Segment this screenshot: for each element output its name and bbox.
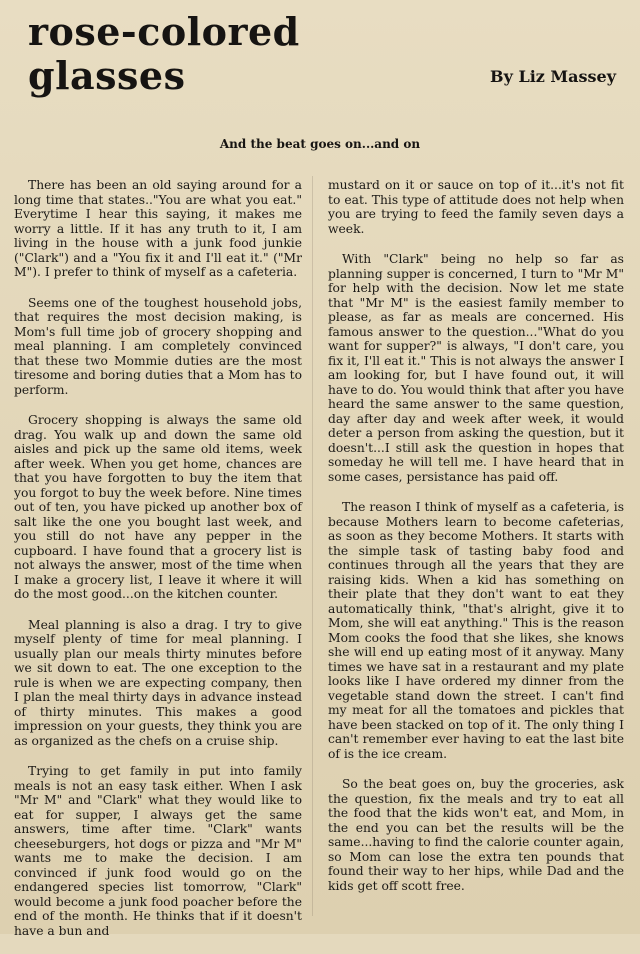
paragraph: So the beat goes on, buy the groceries, ask the question, fix the meals and try to eat all the food that the kids won't eat, and Mom, in the end you can bet the results will be the same...having to find the calorie counter again, so Mom can lose the extra ten pounds that found their way to her hips, while Dad and the kids get off scott free. xyxy=(328,777,624,893)
paragraph: Seems one of the toughest household jobs, that requires the most decision making, is Mom's full time job of grocery shopping and meal planning. I am completely convinced that these two Mommie duties are the most tiresome and boring duties that a Mom has to perform. xyxy=(14,295,302,397)
byline: By Liz Massey xyxy=(490,67,616,86)
paragraph: The reason I think of myself as a cafeteria, is because Mothers learn to become cafeterias, as soon as they become Mothers. It starts with the simple task of tasting baby food and continues through all the years that they are raising kids. When a kid has something on their plate that they don't want to eat they automatically think, "that's alright, give it to Mom, she will eat anything." This is the reason Mom cooks the food that she likes, she knows she will end up eating most of it anyway. Many times we have sat in a restaurant and my plate looks like I have ordered my dinner from the vegetable stand down the street. I can't find my meat for all the tomatoes and pickles that have been stacked on top of it. The only thing I can't remember ever having to eat the last bite of is the ice cream. xyxy=(328,500,624,761)
paragraph: Trying to get family in put into family meals is not an easy task either. When I ask "Mr M" and "Clark" what they would like to eat for supper, I always get the same answers, time after time. "Clark" wants cheeseburgers, hot dogs or pizza and "Mr M" wants me to make the decision. I am convinced if junk food would go on the endangered species list tomorrow, "Clark" would become a junk food poacher before the end of the month. He thinks that if it doesn't have a bun and xyxy=(14,764,302,938)
paragraph: With "Clark" being no help so far as planning supper is concerned, I turn to "Mr M" for help with the decision. Now let me state that "Mr M" is the easiest family member to please, as far as meals are concerned. His famous answer to the question..."What do you want for supper?" is always, "I don't care, you fix it, I'll eat it." This is not always the answer I am looking for, but I have found out, it will have to do. You would think that after you have heard the same answer to the same question, day after day and week after week, it would deter a person from asking the question, but it doesn't...I still ask the question in hopes that someday he will tell me. I have heard that in some cases, persistance has paid off. xyxy=(328,252,624,484)
title-line-2: glasses xyxy=(28,53,186,98)
article-title xyxy=(28,10,300,98)
paragraph-continued: mustard on it or sauce on top of it...it's not fit to eat. This type of attitude does not help when you are trying to feed the family seven days a week. xyxy=(328,178,624,236)
right-column xyxy=(328,178,624,909)
paragraph: Grocery shopping is always the same old drag. You walk up and down the same old aisles and pick up the same old items, week after week. When you get home, chances are that you have forgotten to buy the item that you forgot to buy the week before. Nine times out of ten, you have picked up another box of salt like the one you bought last week, and you still do not have any pepper in the cupboard. I have found that a grocery list is not always the answer, most of the time when I make a grocery list, I leave it where it will do the most good...on the kitchen counter. xyxy=(14,413,302,601)
column-divider xyxy=(312,176,313,916)
subheadline: And the beat goes on...and on xyxy=(219,137,421,151)
title-line-1: rose-colored xyxy=(28,9,300,54)
left-column xyxy=(14,178,302,954)
paragraph: Meal planning is also a drag. I try to give myself plenty of time for meal planning. I usually plan our meals thirty minutes before we sit down to eat. The one exception to the rule is when we are expecting company, then I plan the meal thirty days in advance instead of thirty minutes. This makes a good impression on your guests, they think you are as organized as the chefs on a cruise ship. xyxy=(14,617,302,748)
paragraph: There has been an old saying around for a long time that states.."You are what you eat." Everytime I hear this saying, it makes me worry a little. If it has any truth to it, I am living in the house with a junk food junkie ("Clark") and a "You fix it and I'll eat it." ("Mr M"). I prefer to think of myself as a cafeteria. xyxy=(14,178,302,279)
